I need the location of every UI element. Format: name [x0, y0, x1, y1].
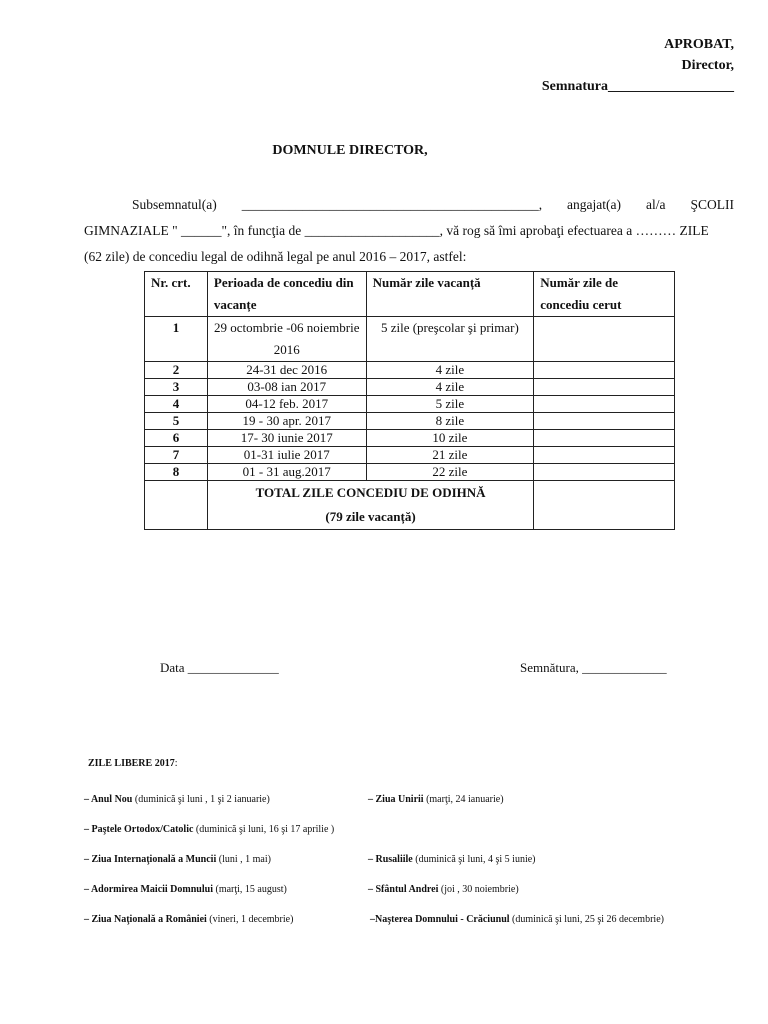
total-line-1: TOTAL ZILE CONCEDIU DE ODIHNĂ — [255, 485, 486, 500]
table-row — [145, 396, 675, 413]
page-title: DOMNULE DIRECTOR, — [272, 143, 428, 158]
row-period: 03-08 ian 2017 — [207, 379, 366, 396]
holiday-name: – Paştele Ortodox/Catolic — [84, 824, 194, 835]
row-days: 22 zile — [366, 464, 534, 481]
row-period: 19 - 30 apr. 2017 — [207, 413, 366, 430]
holiday-details: (duminică şi luni , 1 şi 2 ianuarie) — [132, 794, 270, 805]
leave-table — [144, 271, 675, 530]
holiday-name: –Naşterea Domnului - Crăciunul — [370, 914, 510, 925]
holiday-item — [84, 875, 287, 905]
row-period: 01-31 iulie 2017 — [207, 447, 366, 464]
row-nr: 8 — [145, 464, 208, 481]
row-nr: 5 — [145, 413, 208, 430]
holiday-details: (duminică şi luni, 4 şi 5 iunie) — [412, 854, 536, 865]
table-row — [145, 447, 675, 464]
row-nr: 1 — [145, 317, 208, 362]
table-header-row — [145, 272, 675, 317]
signature-field[interactable]: Semnătura, _____________ — [520, 660, 667, 675]
holiday-details: (joi , 30 noiembrie) — [438, 884, 519, 895]
holiday-details: (duminică şi luni, 25 şi 26 decembrie) — [509, 914, 664, 925]
holiday-name: – Rusaliile — [368, 854, 413, 865]
approval-label: APROBAT, — [664, 37, 734, 52]
row-days: 5 zile — [366, 396, 534, 413]
row-requested[interactable] — [534, 379, 675, 396]
holidays-title-text: ZILE LIBERE 2017 — [88, 758, 175, 769]
header-requested-days: Număr zile de concediu cerut — [534, 272, 675, 317]
request-paragraph — [84, 192, 734, 270]
table-row — [145, 317, 675, 362]
table-row — [145, 430, 675, 447]
row-nr: 7 — [145, 447, 208, 464]
holiday-item — [370, 905, 664, 935]
header-nr: Nr. crt. — [145, 272, 208, 317]
header-period: Perioada de concediu din vacanțe — [207, 272, 366, 317]
holiday-item — [84, 785, 270, 815]
row-days: 5 zile (preşcolar şi primar) — [366, 317, 534, 362]
table-row — [145, 413, 675, 430]
holiday-details: (marţi, 24 ianuarie) — [423, 794, 504, 805]
total-label — [207, 481, 533, 530]
holiday-item — [84, 845, 271, 875]
row-requested[interactable] — [534, 396, 675, 413]
holiday-item — [368, 845, 536, 875]
request-line-3: (62 zile) de concediu legal de odihnă legal pe anul 2016 – 2017, astfel: — [84, 249, 467, 264]
approval-block — [542, 34, 734, 97]
holiday-name: – Adormirea Maicii Domnului — [84, 884, 213, 895]
table-row — [145, 362, 675, 379]
holiday-name: – Sfântul Andrei — [368, 884, 439, 895]
row-days: 4 zile — [366, 362, 534, 379]
row-period: 17- 30 iunie 2017 — [207, 430, 366, 447]
row-days: 21 zile — [366, 447, 534, 464]
holiday-details: (luni , 1 mai) — [216, 854, 271, 865]
total-requested-cell[interactable] — [534, 481, 675, 530]
holiday-details: (marţi, 15 august) — [212, 884, 287, 895]
total-row — [145, 481, 675, 530]
employed-label: angajat(a) — [567, 197, 622, 212]
holiday-name: – Ziua Internaţională a Muncii — [84, 854, 217, 865]
row-days: 4 zile — [366, 379, 534, 396]
row-nr: 4 — [145, 396, 208, 413]
row-requested[interactable] — [534, 430, 675, 447]
request-line-1 — [84, 192, 734, 218]
table-row — [145, 464, 675, 481]
row-requested[interactable] — [534, 464, 675, 481]
at-label: al/a — [645, 197, 666, 212]
row-requested[interactable] — [534, 362, 675, 379]
holidays-title — [88, 758, 177, 769]
row-nr: 2 — [145, 362, 208, 379]
row-requested[interactable] — [534, 413, 675, 430]
table-row — [145, 379, 675, 396]
school-label: ŞCOLII — [690, 197, 734, 212]
holiday-item — [84, 905, 293, 935]
row-days: 10 zile — [366, 430, 534, 447]
row-period: 24-31 dec 2016 — [207, 362, 366, 379]
row-requested[interactable] — [534, 317, 675, 362]
director-label: Director, — [681, 58, 734, 73]
date-field[interactable]: Data ______________ — [160, 660, 279, 675]
total-empty-cell — [145, 481, 208, 530]
holiday-item — [368, 785, 504, 815]
holiday-name: – Anul Nou — [84, 794, 133, 805]
row-period: 29 octombrie -06 noiembrie 2016 — [207, 317, 366, 362]
holiday-name: – Ziua Unirii — [368, 794, 424, 805]
row-period: 01 - 31 aug.2017 — [207, 464, 366, 481]
undersigned-label: Subsemnatul(a) — [132, 197, 217, 212]
row-days: 8 zile — [366, 413, 534, 430]
holiday-item — [84, 815, 334, 845]
request-line-2: GIMNAZIALE " ______", în funcţia de ____________________, vă rog să îmi aprobaţi efectuarea a ……… ZILE — [84, 223, 709, 238]
row-nr: 6 — [145, 430, 208, 447]
signature-line: Semnatura__________________ — [541, 79, 734, 94]
holiday-item — [368, 875, 519, 905]
holidays-title-colon: : — [174, 758, 178, 769]
row-period: 04-12 feb. 2017 — [207, 396, 366, 413]
holiday-details: (vineri, 1 decembrie) — [206, 914, 294, 925]
row-nr: 3 — [145, 379, 208, 396]
row-requested[interactable] — [534, 447, 675, 464]
holiday-name: – Ziua Naţională a României — [84, 914, 207, 925]
header-vacation-days: Număr zile vacanță — [366, 272, 534, 317]
holiday-details: (duminică şi luni, 16 şi 17 aprilie ) — [193, 824, 335, 835]
name-blank: ____________________________________________, — [241, 197, 543, 212]
total-line-2: (79 zile vacanță) — [325, 509, 416, 524]
